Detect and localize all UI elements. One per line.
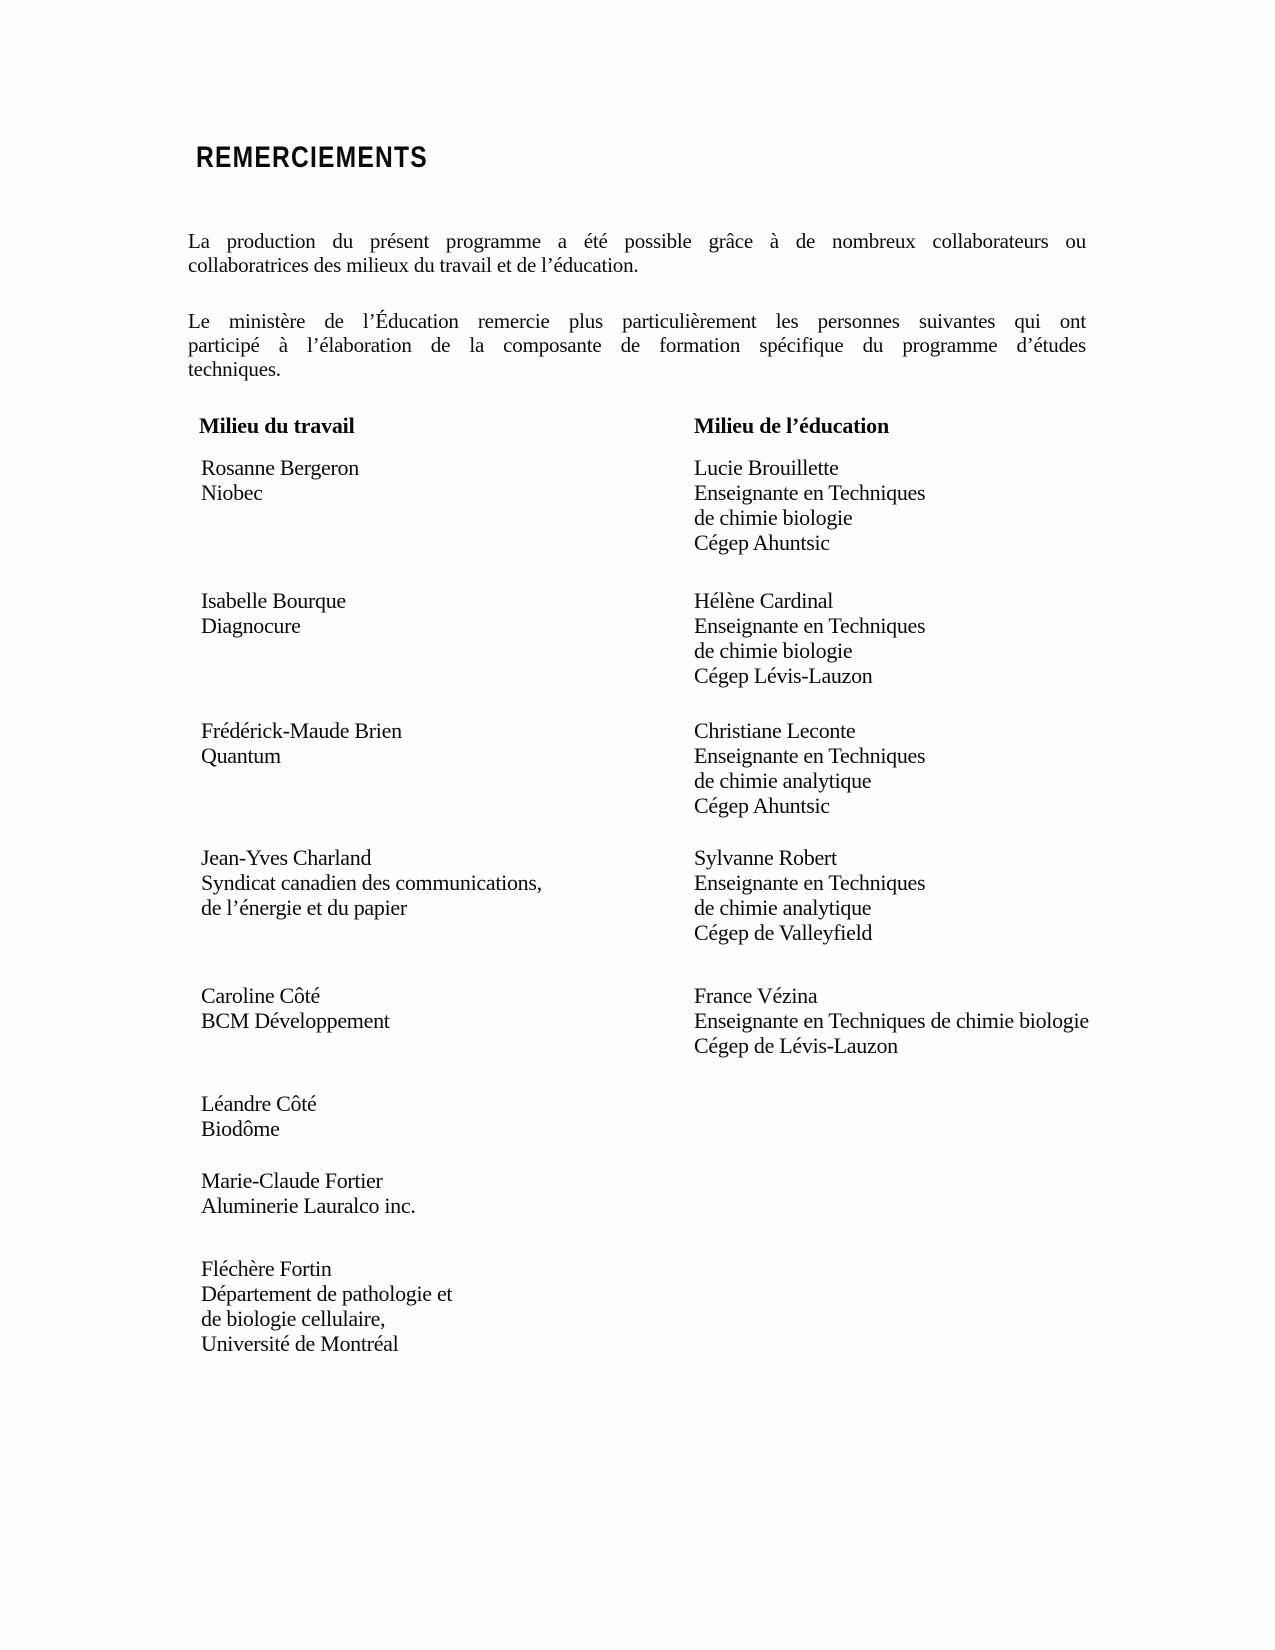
text-line: Isabelle Bourque: [201, 588, 346, 613]
text-line: de l’énergie et du papier: [201, 895, 407, 920]
education-contributor-entry: [694, 718, 925, 818]
text-line: BCM Développement: [201, 1008, 390, 1033]
text-line: de chimie biologie: [694, 505, 853, 530]
text-line: Biodôme: [201, 1116, 280, 1141]
text-line: Marie-Claude Fortier: [201, 1168, 383, 1193]
text-line: Frédérick-Maude Brien: [201, 718, 402, 743]
text-line: Jean-Yves Charland: [201, 845, 372, 870]
text-line: Hélène Cardinal: [694, 588, 834, 613]
text-line: Aluminerie Lauralco inc.: [201, 1193, 416, 1218]
text-line: Niobec: [201, 480, 263, 505]
text-line: Fléchère Fortin: [201, 1256, 332, 1281]
work-contributor-entry: [201, 588, 346, 638]
text-line: Enseignante en Techniques: [694, 480, 926, 505]
work-contributor-entry: [201, 1256, 452, 1356]
text-line: Syndicat canadien des communications,: [201, 870, 542, 895]
work-contributor-entry: [201, 455, 359, 505]
text-line: Léandre Côté: [201, 1091, 317, 1116]
work-contributor-entry: [201, 845, 542, 920]
text-line: collaboratrices des milieux du travail et de l’éducation.: [188, 253, 639, 277]
text-line: de biologie cellulaire,: [201, 1306, 386, 1331]
text-line: Cégep de Valleyfield: [694, 920, 873, 945]
work-column-heading: Milieu du travail: [199, 413, 355, 438]
text-line: Enseignante en Techniques: [694, 870, 926, 895]
text-line: de chimie analytique: [694, 768, 872, 793]
text-line: Diagnocure: [201, 613, 301, 638]
education-contributor-entry: [694, 588, 925, 688]
page-title: REMERCIEMENTS: [196, 141, 428, 174]
text-line: Enseignante en Techniques: [694, 613, 926, 638]
text-line: Rosanne Bergeron: [201, 455, 359, 480]
text-line: Cégep Lévis-Lauzon: [694, 663, 873, 688]
text-line: Cégep de Lévis-Lauzon: [694, 1033, 898, 1058]
work-contributor-entry: [201, 983, 390, 1033]
text-line: Christiane Leconte: [694, 718, 856, 743]
education-contributor-entry: [694, 455, 925, 555]
text-line: techniques.: [188, 357, 281, 381]
education-contributor-entry: [694, 845, 925, 945]
ministry-paragraph: [188, 309, 1086, 381]
text-line: France Vézina: [694, 983, 818, 1008]
work-contributor-entry: [201, 1091, 317, 1141]
text-line: Cégep Ahuntsic: [694, 530, 830, 555]
intro-paragraph: [188, 229, 1086, 277]
text-line: Cégep Ahuntsic: [694, 793, 830, 818]
text-line: La production du présent programme a été possible grâce à de nombreux collaborateurs ou: [188, 229, 1086, 253]
text-line: Caroline Côté: [201, 983, 320, 1008]
text-line: Université de Montréal: [201, 1331, 399, 1356]
text-line: Département de pathologie et: [201, 1281, 453, 1306]
text-line: participé à l’élaboration de la composante de formation spécifique du programme d’études: [188, 333, 1086, 357]
text-line: Lucie Brouillette: [694, 455, 839, 480]
text-line: Enseignante en Techniques: [694, 743, 926, 768]
text-line: Sylvanne Robert: [694, 845, 837, 870]
work-contributor-entry: [201, 1168, 416, 1218]
text-line: Enseignante en Techniques de chimie biologie: [694, 1008, 1089, 1033]
education-column-heading: Milieu de l’éducation: [694, 413, 890, 438]
text-line: Quantum: [201, 743, 281, 768]
text-line: Le ministère de l’Éducation remercie plus particulièrement les personnes suivantes qui ont: [188, 309, 1086, 333]
education-contributor-entry: [694, 983, 1089, 1058]
work-contributor-entry: [201, 718, 402, 768]
text-line: de chimie analytique: [694, 895, 872, 920]
text-line: de chimie biologie: [694, 638, 853, 663]
